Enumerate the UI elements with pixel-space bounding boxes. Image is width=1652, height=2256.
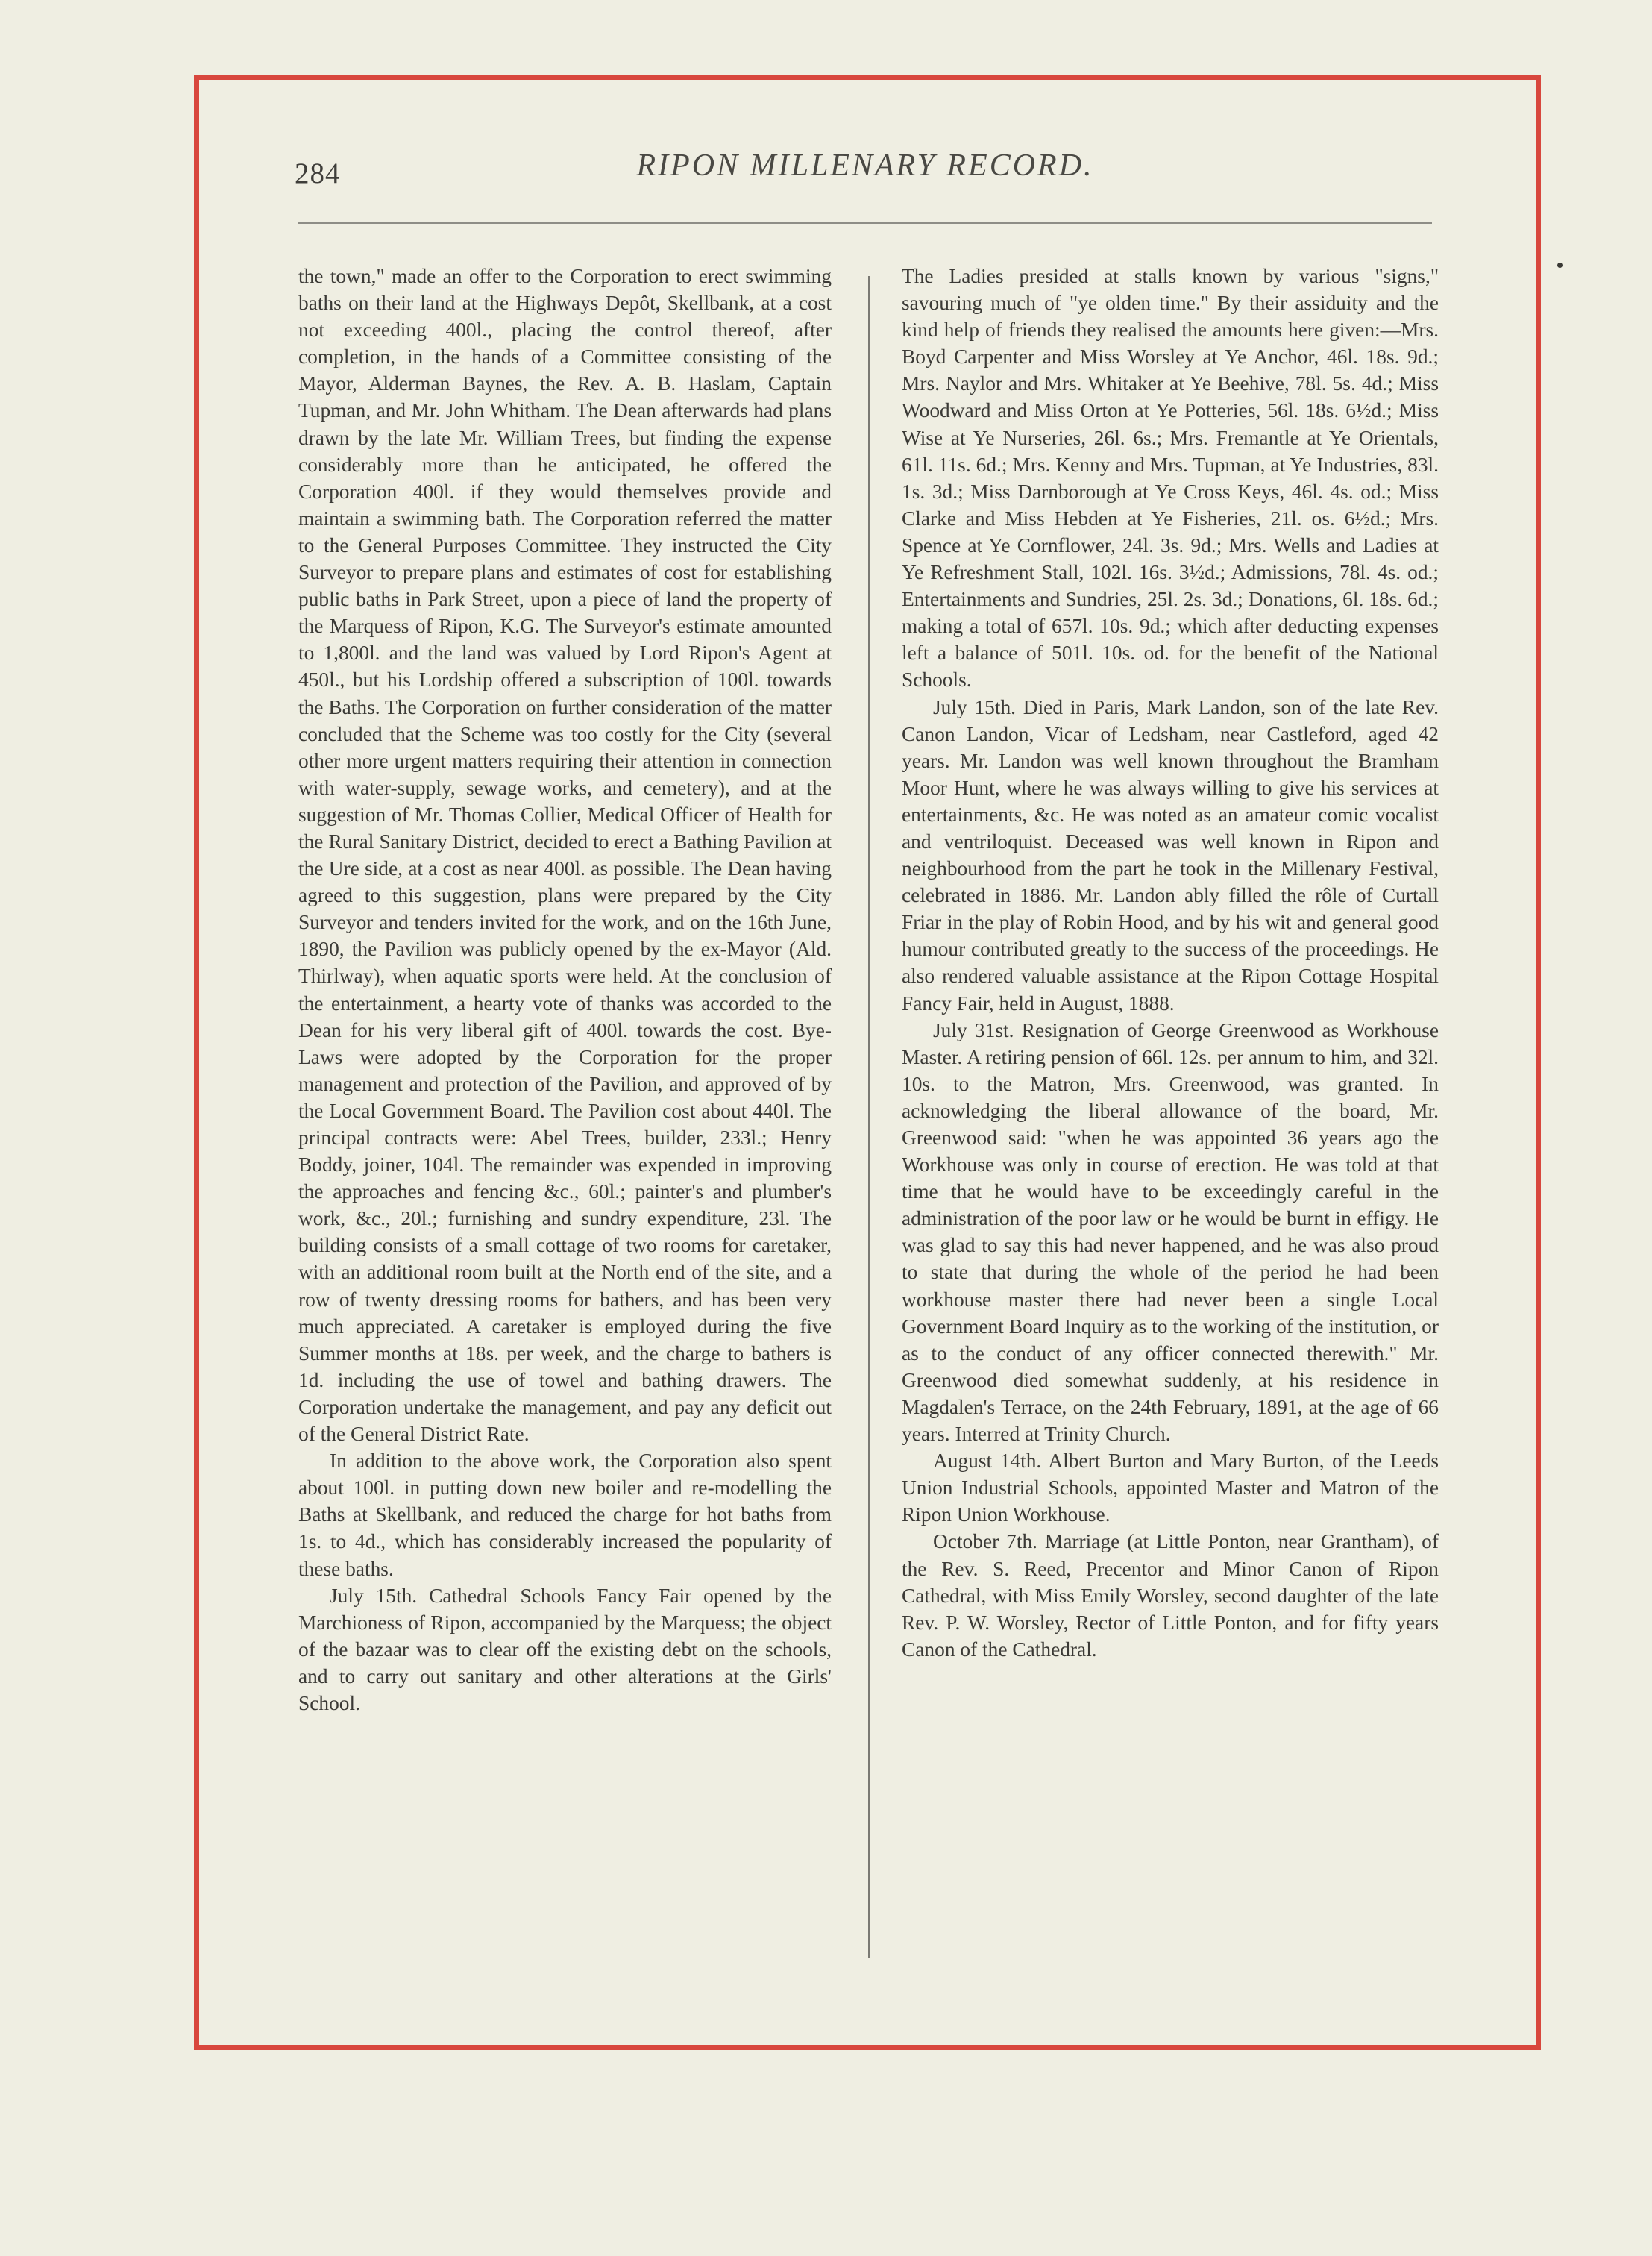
paragraph: October 7th. Marriage (at Little Ponton, near Grantham), of the Rev. S. Reed, Precentor and Minor Canon of Ripon Cathedral, with Miss Emily Worsley, second daughter of the late Rev. P. W. Worsley, Rector of Little Ponton, and for fifty years Canon of the Cathedral. <box>902 1530 1439 1661</box>
ink-speck <box>1557 263 1563 268</box>
right-column <box>902 263 1439 1663</box>
page-number: 284 <box>295 157 341 189</box>
paragraph: August 14th. Albert Burton and Mary Burton, of the Leeds Union Industrial Schools, appointed Master and Matron of the Ripon Union Workhouse. <box>902 1450 1439 1526</box>
left-column <box>298 263 832 1717</box>
paragraph: In addition to the above work, the Corporation also spent about 100l. in putting down new boiler and re-modelling the Baths at Skellbank, and reduced the charge for hot baths from 1s. to 4d., which has considerably increased the popularity of these baths. <box>298 1450 832 1580</box>
paragraph: July 31st. Resignation of George Greenwood as Workhouse Master. A retiring pension of 66l. 12s. per annum to him, and 32l. 10s. to the Matron, Mrs. Greenwood, was granted. In acknowledging the liberal allowance of the board, Mr. Greenwood said: "when he was appointed 36 years ago the Workhouse was only in course of erection. He was told at that time that he would have to be exceedingly careful in the administration of the poor law or he would be burnt in effigy. He was glad to say this had never happened, and he was also proud to state that during the whole of the period he had been workhouse master there had never been a single Local Government Board Inquiry as to the working of the institution, or as to the conduct of any officer connected therewith." Mr. Greenwood died somewhat suddenly, at his residence in Magdalen's Terrace, on the 24th February, 1891, at the age of 66 years. Interred at Trinity Church. <box>902 1018 1439 1446</box>
paragraph: July 15th. Died in Paris, Mark Landon, son of the late Rev. Canon Landon, Vicar of Ledsham, near Castleford, aged 42 years. Mr. Landon was well known throughout the Bramham Moor Hunt, where he was always willing to give his services at entertainments, &c. He was noted as an amateur comic vocalist and ventriloquist. Deceased was well known in Ripon and neighbourhood from the part he took in the Millenary Festival, celebrated in 1886. Mr. Landon ably filled the rôle of Curtall Friar in the play of Robin Hood, and by his wit and general good humour contributed greatly to the success of the proceedings. He also rendered valuable assistance at the Ripon Cottage Hospital Fancy Fair, held in August, 1888. <box>902 695 1439 1015</box>
paragraph: The Ladies presided at stalls known by various "signs," savouring much of "ye olden time." By their assiduity and the kind help of friends they realised the amounts here given:—Mrs. Boyd Carpenter and Miss Worsley at Ye Anchor, 46l. 18s. 9d.; Mrs. Naylor and Mrs. Whitaker at Ye Beehive, 78l. 5s. 4d.; Miss Woodward and Miss Orton at Ye Potteries, 56l. 18s. 6½d.; Miss Wise at Ye Nurseries, 26l. 6s.; Mrs. Fremantle at Ye Orientals, 61l. 11s. 6d.; Mrs. Kenny and Mrs. Tupman, at Ye Industries, 83l. 1s. 3d.; Miss Darnborough at Ye Cross Keys, 46l. 4s. od.; Miss Clarke and Miss Hebden at Ye Fisheries, 21l. os. 6½d.; Mrs. Spence at Ye Cornflower, 24l. 3s. 9d.; Mrs. Wells and Ladies at Ye Refreshment Stall, 102l. 16s. 3½d.; Admissions, 78l. 4s. od.; Entertainments and Sundries, 25l. 2s. 3d.; Donations, 6l. 18s. 6d.; making a total of 657l. 10s. 9d.; which after deducting expenses left a balance of 501l. 10s. od. for the benefit of the National Schools. <box>902 265 1439 692</box>
header-rule <box>298 222 1432 224</box>
paragraph: the town," made an offer to the Corporation to erect swimming baths on their land at the Highways Depôt, Skellbank, at a cost not exceeding 400l., placing the control thereof, after completion, in the hands of a Committee consisting of the Mayor, Alderman Baynes, the Rev. A. B. Haslam, Captain Tupman, and Mr. John Whitham. The Dean afterwards had plans drawn by the late Mr. William Trees, but finding the expense considerably more than he anticipated, he offered the Corporation 400l. if they would themselves provide and maintain a swimming bath. The Corporation referred the matter to the General Purposes Committee. They instructed the City Surveyor to prepare plans and estimates of cost for establishing public baths in Park Street, upon a piece of land the property of the Marquess of Ripon, K.G. The Surveyor's estimate amounted to 1,800l. and the land was valued by Lord Ripon's Agent at 450l., but his Lordship offered a subscription of 100l. towards the Baths. The Corporation on further consideration of the matter concluded that the Scheme was too costly for the City (several other more urgent matters requiring their attention in connection with water-supply, sewage works, and cemetery), and at the suggestion of Mr. Thomas Collier, Medical Officer of Health for the Rural Sanitary District, decided to erect a Bathing Pavilion at the Ure side, at a cost as near 400l. as possible. The Dean having agreed to this suggestion, plans were prepared by the City Surveyor and tenders invited for the work, and on the 16th June, 1890, the Pavilion was publicly opened by the ex-Mayor (Ald. Thirlway), when aquatic sports were held. At the conclusion of the entertainment, a hearty vote of thanks was accorded to the Dean for his very liberal gift of 400l. towards the cost. Bye-Laws were adopted by the Corporation for the proper management and protection of the Pavilion, and approved of by the Local Government Board. The Pavilion cost about 440l. The principal contracts were: Abel Trees, builder, 233l.; Henry Boddy, joiner, 104l. The remainder was expended in improving the approaches and fencing &c., 60l.; painter's and plumber's work, &c., 20l.; furnishing and sundry expenditure, 23l. The building consists of a small cottage of two rooms for caretaker, with an additional room built at the North end of the site, and a row of twenty dressing rooms for bathers, and has been very much appreciated. A caretaker is employed during the five Summer months at 18s. per week, and the charge to bathers is 1d. including the use of towel and bathing drawers. The Corporation undertake the management, and pay any deficit out of the General District Rate. <box>298 265 832 1446</box>
running-head-title: RIPON MILLENARY RECORD. <box>636 148 1094 183</box>
paragraph: July 15th. Cathedral Schools Fancy Fair opened by the Marchioness of Ripon, accompanied by the Marquess; the object of the bazaar was to clear off the existing debt on the schools, and to carry out sanitary and other alterations at the Girls' School. <box>298 1584 832 1714</box>
column-divider <box>868 276 870 1958</box>
